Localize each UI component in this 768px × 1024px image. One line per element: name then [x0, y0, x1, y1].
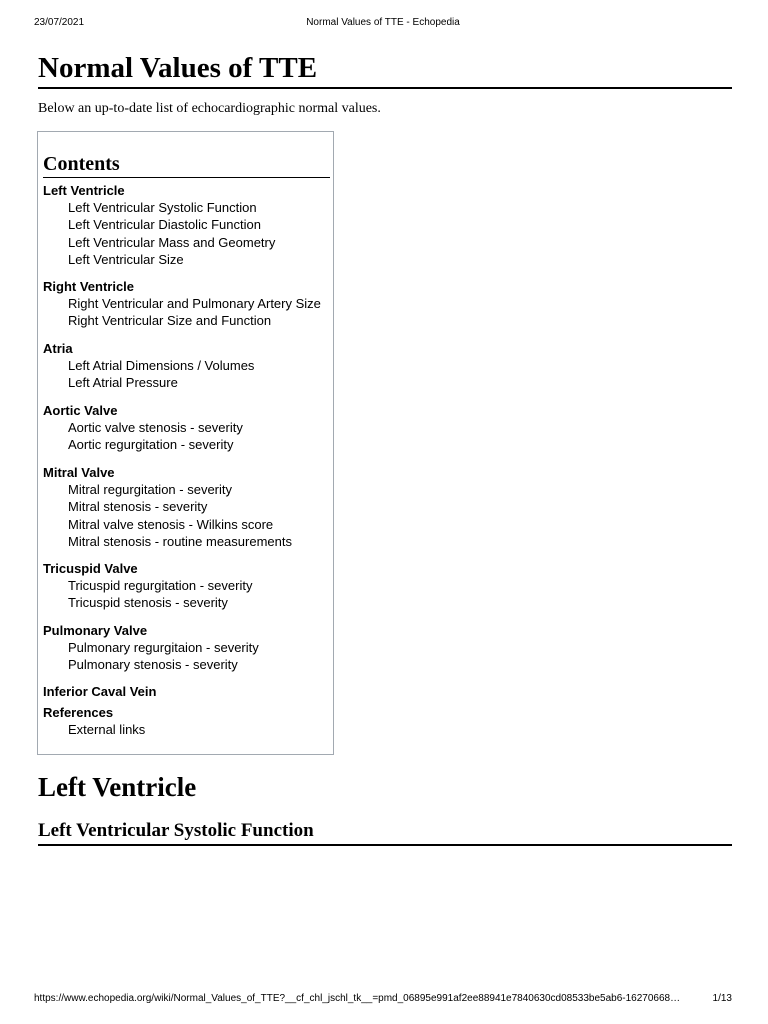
- toc-link-references[interactable]: References: [43, 705, 114, 720]
- print-date: 23/07/2021: [34, 17, 85, 28]
- print-page-title: Normal Values of TTE - Echopedia: [306, 17, 460, 28]
- toc-link-wilkins-score[interactable]: Mitral valve stenosis - Wilkins score: [68, 516, 274, 532]
- print-page-count: 1/13: [712, 993, 732, 1004]
- toc-section-tricuspid-valve: [43, 560, 333, 612]
- toc-link-aortic-valve[interactable]: Aortic Valve: [43, 403, 118, 418]
- toc-link-rv-size-function[interactable]: Right Ventricular Size and Function: [68, 313, 272, 329]
- toc-section-aortic-valve: [43, 402, 333, 454]
- toc-link-right-ventricle[interactable]: Right Ventricle: [43, 279, 135, 294]
- toc-link-tricuspid-valve[interactable]: Tricuspid Valve: [43, 561, 138, 576]
- table-of-contents: [37, 131, 334, 755]
- toc-link-pulmonary-stenosis[interactable]: Pulmonary stenosis - severity: [68, 657, 238, 673]
- toc-section-right-ventricle: [43, 278, 333, 330]
- toc-link-aortic-stenosis[interactable]: Aortic valve stenosis - severity: [68, 420, 243, 435]
- toc-link-mitral-regurgitation[interactable]: Mitral regurgitation - severity: [68, 482, 232, 497]
- print-header: [34, 17, 732, 31]
- toc-link-lv-diastolic-function[interactable]: Left Ventricular Diastolic Function: [68, 217, 261, 233]
- toc-section-atria: [43, 340, 333, 392]
- section-heading-left-ventricle: Left Ventricle: [38, 772, 197, 802]
- toc-link-external-links[interactable]: External links: [68, 722, 146, 737]
- toc-link-mitral-valve[interactable]: Mitral Valve: [43, 465, 115, 480]
- toc-link-left-ventricle[interactable]: Left Ventricle: [43, 183, 125, 198]
- toc-link-aortic-regurgitation[interactable]: Aortic regurgitation - severity: [68, 437, 234, 453]
- toc-link-tricuspid-stenosis[interactable]: Tricuspid stenosis - severity: [68, 595, 228, 611]
- page-title: Normal Values of TTE: [38, 51, 732, 89]
- toc-section-mitral-valve: [43, 464, 333, 550]
- toc-link-lv-size[interactable]: Left Ventricular Size: [68, 251, 184, 267]
- print-footer: [34, 993, 732, 1007]
- toc-link-lv-systolic-function[interactable]: Left Ventricular Systolic Function: [68, 200, 257, 215]
- toc-section-left-ventricle: [43, 182, 333, 268]
- toc-link-pulmonary-regurgitation[interactable]: Pulmonary regurgitaion - severity: [68, 640, 259, 655]
- toc-link-mitral-stenosis[interactable]: Mitral stenosis - severity: [68, 499, 208, 515]
- intro-text: Below an up-to-date list of echocardiographic normal values.: [38, 101, 381, 116]
- toc-link-rv-pa-size[interactable]: Right Ventricular and Pulmonary Artery Size: [68, 296, 321, 311]
- toc-section-references: [43, 704, 333, 738]
- toc-section-pulmonary-valve: [43, 622, 333, 674]
- toc-link-tricuspid-regurgitation[interactable]: Tricuspid regurgitation - severity: [68, 578, 253, 593]
- toc-link-inferior-caval-vein[interactable]: Inferior Caval Vein: [43, 684, 157, 699]
- toc-link-pulmonary-valve[interactable]: Pulmonary Valve: [43, 623, 148, 638]
- subsection-heading-lv-systolic-function: Left Ventricular Systolic Function: [38, 819, 732, 846]
- print-url: https://www.echopedia.org/wiki/Normal_Values_of_TTE?__cf_chl_jschl_tk__=pmd_06895e991af2ee88941e7840630cd08533be5ab6-16270668…: [34, 993, 681, 1004]
- toc-link-mitral-routine[interactable]: Mitral stenosis - routine measurements: [68, 533, 292, 549]
- toc-link-atria[interactable]: Atria: [43, 341, 73, 356]
- toc-section-inferior-caval-vein: [43, 683, 333, 700]
- toc-link-la-pressure[interactable]: Left Atrial Pressure: [68, 375, 178, 391]
- toc-link-lv-mass-geometry[interactable]: Left Ventricular Mass and Geometry: [68, 234, 276, 250]
- toc-link-la-dimensions[interactable]: Left Atrial Dimensions / Volumes: [68, 358, 255, 373]
- toc-title: Contents: [43, 152, 330, 178]
